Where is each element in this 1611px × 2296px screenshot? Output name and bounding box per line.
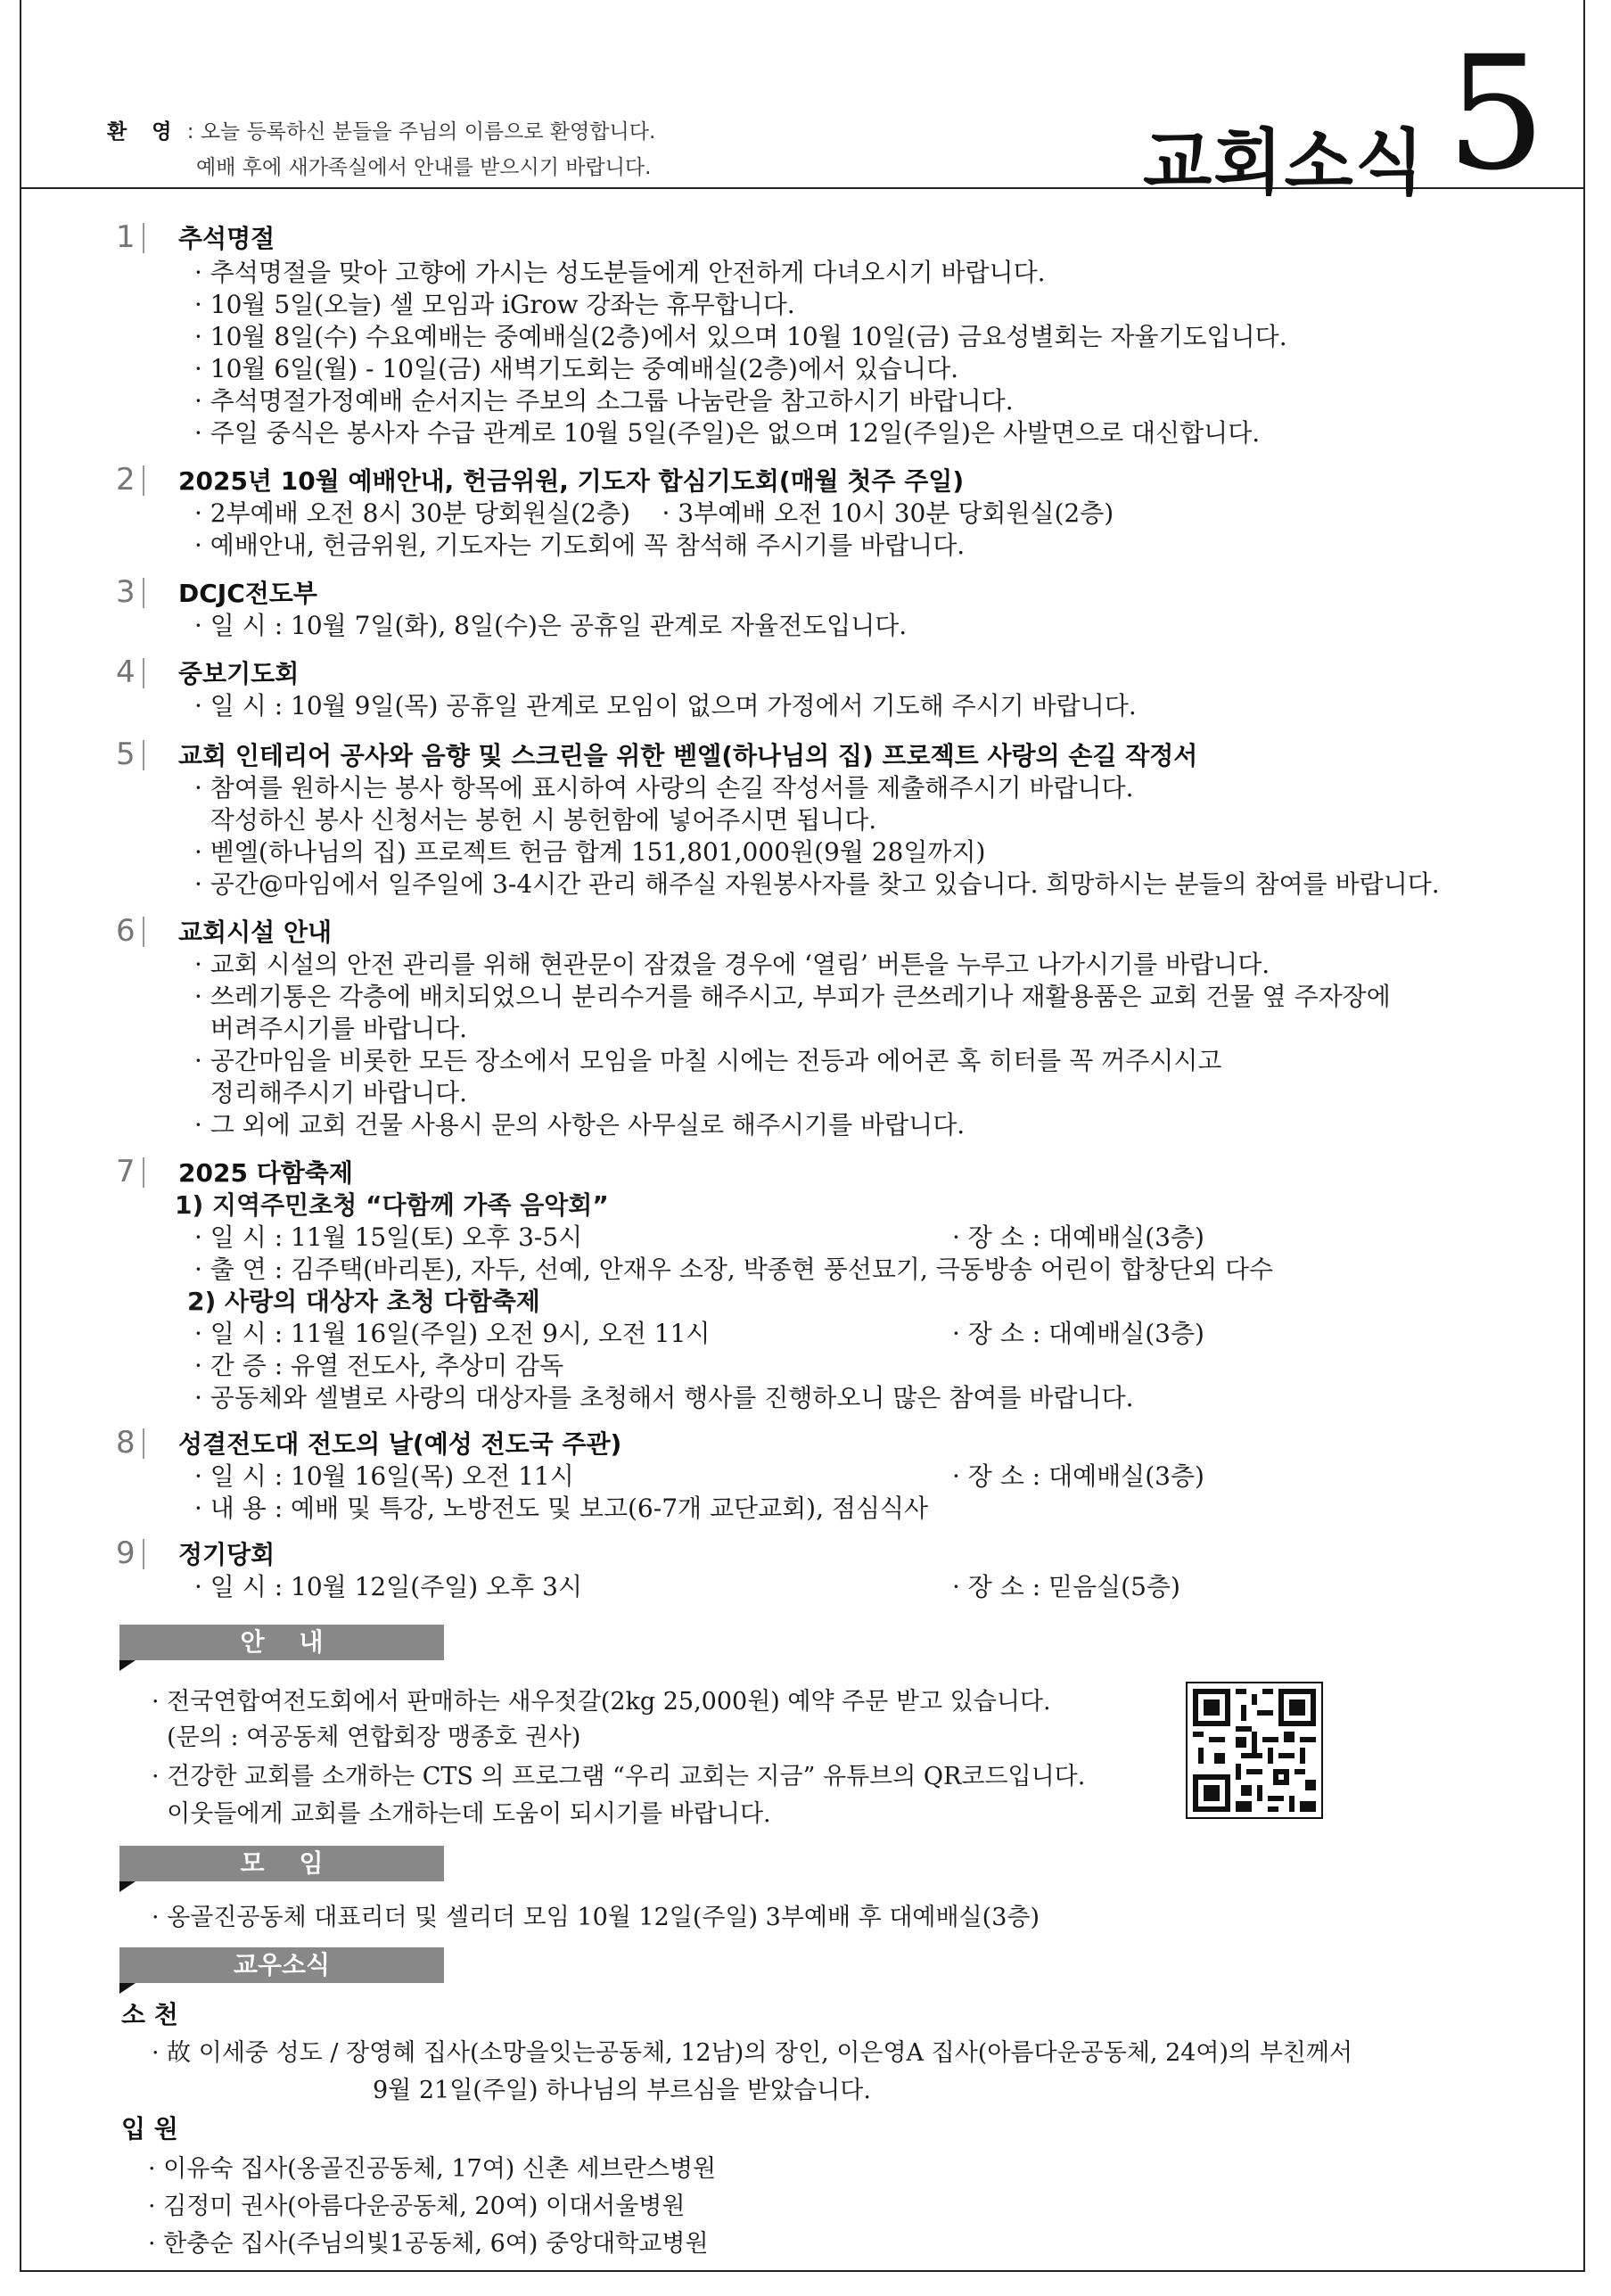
section-number: 1	[116, 219, 155, 255]
section-title: 2025 다함축제	[178, 1158, 353, 1188]
event-date: · 일 시 : 11월 15일(토) 오후 3-5시	[194, 1222, 583, 1252]
list-item: (문의 : 여공동체 연합회장 맹종호 권사)	[152, 1724, 581, 1751]
list-item: · 옹골진공동체 대표리더 및 셀리더 모임 10월 12일(주일) 3부예배 후 대예배실(3층)	[152, 1904, 1040, 1931]
list-item: · 김정미 권사(아름다운공동체, 20여) 이대서울병원	[148, 2193, 686, 2220]
list-item: · 주일 중식은 봉사자 수급 관계로 10월 5일(주일)은 없으며 12일(주일)은 사발면으로 대신합니다.	[194, 418, 1261, 448]
section-number: 5	[116, 737, 155, 772]
list-item: 버려주시기를 바랍니다.	[194, 1014, 468, 1043]
list-item: · 벧엘(하나님의 집) 프로젝트 헌금 합계 151,801,000원(9월 28일까지)	[194, 837, 986, 867]
list-item: · 10월 5일(오늘) 셀 모임과 iGrow 강좌는 휴무합니다.	[194, 290, 795, 319]
notice-heading: 안 내	[119, 1625, 444, 1660]
list-item: · 일 시 : 10월 7일(화), 8일(수)은 공휴일 관계로 자율전도입니다.	[194, 611, 908, 640]
list-item: · 추석명절을 맞아 고향에 가시는 성도분들에게 안전하게 다녀오시기 바랍니다.	[194, 258, 1046, 287]
list-item: · 한충순 집사(주님의빛1공동체, 6여) 중앙대학교병원	[148, 2230, 709, 2258]
list-item: 정리해주시기 바랍니다.	[194, 1078, 468, 1107]
event-date: · 일 시 : 11월 16일(주일) 오전 9시, 오전 11시	[194, 1319, 711, 1348]
welcome-line2: 예배 후에 새가족실에서 안내를 받으시기 바랍니다.	[196, 156, 652, 179]
section-number: 3	[116, 574, 155, 610]
list-item: · 참여를 원하시는 봉사 항목에 표시하여 사랑의 손길 작성서를 제출해주시기 바랍니다.	[194, 773, 1134, 802]
members-subheading-hospital: 입 원	[121, 2114, 178, 2144]
section-number: 6	[116, 913, 155, 949]
section-title: 성결전도대 전도의 날(예성 전도국 주관)	[178, 1429, 622, 1459]
list-item: · 예배안내, 헌금위원, 기도자는 기도회에 꼭 참석해 주시기를 바랍니다.	[194, 531, 966, 560]
section-number: 4	[116, 654, 155, 690]
section-title: 추석명절	[178, 224, 275, 253]
section-number: 8	[116, 1425, 155, 1461]
members-heading: 교우소식	[119, 1947, 444, 1983]
section-title: 교회시설 안내	[178, 918, 333, 947]
section-number: 7	[116, 1154, 155, 1189]
section-number: 9	[116, 1535, 155, 1571]
section-title: 교회 인테리어 공사와 음향 및 스크린을 위한 벧엘(하나님의 집) 프로젝트 사랑의 손길 작정서	[178, 741, 1198, 770]
list-item: 9월 21일(주일) 하나님의 부르심을 받았습니다.	[373, 2077, 871, 2104]
qr-code-icon[interactable]	[1186, 1682, 1323, 1819]
welcome-label: 환 영	[107, 120, 181, 144]
event-date: · 일 시 : 10월 12일(주일) 오후 3시	[194, 1572, 582, 1601]
list-item: · 그 외에 교회 건물 사용시 문의 사항은 사무실로 해주시기를 바랍니다.	[194, 1110, 966, 1140]
event-place: · 장 소 : 대예배실(3층)	[952, 1461, 1204, 1491]
section-title: DCJC전도부	[178, 579, 317, 608]
list-item: · 故 이세중 성도 / 장영혜 집사(소망을잇는공동체, 12남)의 장인, 이은영A 집사(아름다운공동체, 24여)의 부친께서	[152, 2039, 1353, 2067]
list-item: 작성하신 봉사 신청서는 봉헌 시 봉헌함에 넣어주시면 됩니다.	[194, 805, 877, 835]
list-item: · 2부예배 오전 8시 30분 당회원실(2층) · 3부예배 오전 10시 30분 당회원실(2층)	[194, 498, 1114, 528]
list-item: · 공간@마임에서 일주일에 3-4시간 관리 해주실 자원봉사자를 찾고 있습니다. 희망하시는 분들의 참여를 바랍니다.	[194, 869, 1440, 899]
event-place: · 장 소 : 믿음실(5층)	[952, 1572, 1180, 1601]
list-item: · 일 시 : 10월 9일(목) 공휴일 관계로 모임이 없으며 가정에서 기도해 주시기 바랍니다.	[194, 691, 1137, 720]
event-cast: · 출 연 : 김주택(바리톤), 자두, 선예, 안재우 소장, 박종현 풍선묘기, 극동방송 어린이 합창단외 다수	[194, 1255, 1274, 1284]
section-title: 2025년 10월 예배안내, 헌금위원, 기도자 합심기도회(매월 첫주 주일)	[178, 466, 965, 496]
subsection-title: 2) 사랑의 대상자 초청 다함축제	[187, 1287, 540, 1316]
event-content: · 내 용 : 예배 및 특강, 노방전도 및 보고(6-7개 교단교회), 점심식사	[194, 1494, 929, 1523]
list-item: · 교회 시설의 안전 관리를 위해 현관문이 잠겼을 경우에 ‘열림’ 버튼을 누루고 나가시기를 바랍니다.	[194, 950, 1270, 979]
page-title: 교회소식	[1143, 121, 1426, 204]
section-number: 2	[116, 462, 155, 498]
list-item: · 10월 6일(월) - 10일(금) 새벽기도회는 중예배실(2층)에서 있습니다.	[194, 354, 959, 383]
list-item: 이웃들에게 교회를 소개하는데 도움이 되시기를 바랍니다.	[152, 1800, 771, 1828]
welcome-block: 환 영 : 오늘 등록하신 분들을 주님의 이름으로 환영합니다. 예배 후에 새가족실에서 안내를 받으시기 바랍니다.	[107, 114, 655, 185]
event-note: · 공동체와 셀별로 사랑의 대상자를 초청해서 행사를 진행하오니 많은 참여를 바랍니다.	[194, 1383, 1134, 1412]
event-testimony: · 간 증 : 유열 전도사, 추상미 감독	[194, 1351, 564, 1380]
list-item: · 전국연합여전도회에서 판매하는 새우젓갈(2kg 25,000원) 예약 주문 받고 있습니다.	[152, 1688, 1051, 1716]
list-item: · 10월 8일(수) 수요예배는 중예배실(2층)에서 있으며 10월 10일(금) 금요성별회는 자율기도입니다.	[194, 322, 1287, 351]
section-title: 정기당회	[178, 1540, 275, 1569]
list-item: · 쓰레기통은 각층에 배치되었으니 분리수거를 해주시고, 부피가 큰쓰레기나 재활용품은 교회 건물 옆 주자장에	[194, 982, 1391, 1011]
page-number: 5	[1446, 22, 1546, 205]
event-date: · 일 시 : 10월 16일(목) 오전 11시	[194, 1461, 574, 1491]
list-item: · 건강한 교회를 소개하는 CTS 의 프로그램 “우리 교회는 지금” 유튜브의 QR코드입니다.	[152, 1763, 1086, 1790]
list-item: · 공간마임을 비롯한 모든 장소에서 모임을 마칠 시에는 전등과 에어콘 혹 히터를 꼭 꺼주시시고	[194, 1046, 1222, 1075]
meeting-heading: 모 임	[119, 1846, 444, 1881]
subsection-title: 1) 지역주민초청 “다함께 가족 음악회”	[175, 1190, 609, 1220]
event-place: · 장 소 : 대예배실(3층)	[952, 1222, 1204, 1252]
event-place: · 장 소 : 대예배실(3층)	[952, 1319, 1204, 1348]
members-subheading-death: 소 천	[121, 2000, 178, 2029]
section-title: 중보기도회	[178, 659, 300, 688]
welcome-line1: 오늘 등록하신 분들을 주님의 이름으로 환영합니다.	[200, 120, 656, 144]
list-item: · 이유숙 집사(옹골진공동체, 17여) 신촌 세브란스병원	[148, 2155, 717, 2183]
list-item: · 추석명절가정예배 순서지는 주보의 소그룹 나눔란을 참고하시기 바랍니다.	[194, 386, 1014, 416]
